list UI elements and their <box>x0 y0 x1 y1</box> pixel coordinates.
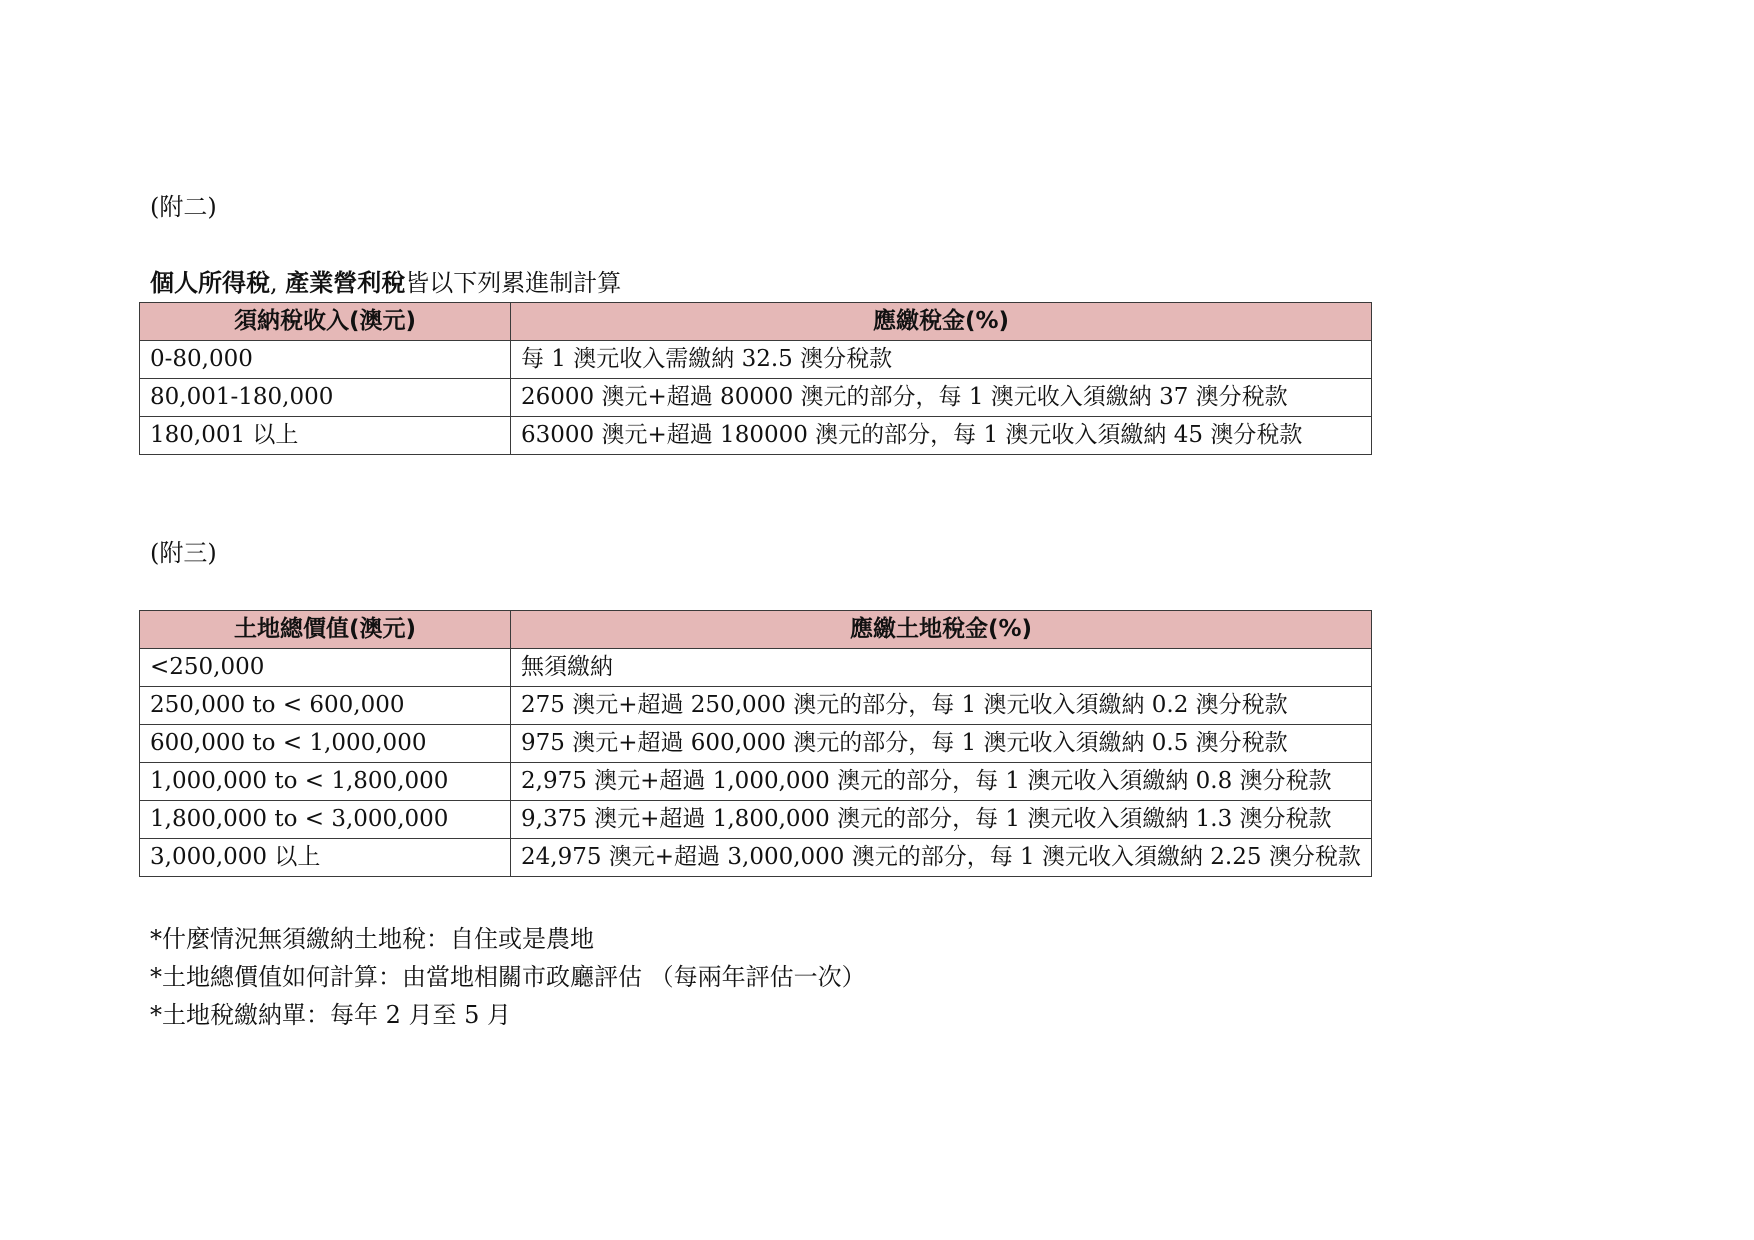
table-row <box>140 687 1372 725</box>
heading-rest: 皆以下列累進制計算 <box>405 269 622 297</box>
table-row <box>140 839 1372 877</box>
land-value-cell: 250,000 to < 600,000 <box>140 687 511 725</box>
appendix-3-label: (附三) <box>150 539 217 567</box>
table-row <box>140 763 1372 801</box>
note-payment-period: *土地稅繳納單：每年 2 月至 5 月 <box>150 1001 512 1029</box>
column-header-tax-payable: 應繳稅金(%) <box>511 303 1372 341</box>
land-value-cell: 3,000,000 以上 <box>140 839 511 877</box>
land-tax-table <box>139 610 1372 877</box>
note-exemption: *什麼情況無須繳納土地稅：自住或是農地 <box>150 925 594 953</box>
land-tax-cell: 975 澳元+超過 600,000 澳元的部分，每 1 澳元收入須繳納 0.5 澳分稅款 <box>511 725 1372 763</box>
land-value-cell: 1,000,000 to < 1,800,000 <box>140 763 511 801</box>
land-value-cell: <250,000 <box>140 649 511 687</box>
table-row <box>140 417 1372 455</box>
notes-list <box>150 920 866 1034</box>
tax-rate-cell: 每 1 澳元收入需繳納 32.5 澳分稅款 <box>511 341 1372 379</box>
income-tax-table <box>139 302 1372 455</box>
table-row <box>140 801 1372 839</box>
tax-rate-cell: 63000 澳元+超過 180000 澳元的部分，每 1 澳元收入須繳納 45 澳分稅款 <box>511 417 1372 455</box>
column-header-land-value: 土地總價值(澳元) <box>140 611 511 649</box>
land-tax-cell: 2,975 澳元+超過 1,000,000 澳元的部分，每 1 澳元收入須繳納 0.8 澳分稅款 <box>511 763 1372 801</box>
land-value-cell: 600,000 to < 1,000,000 <box>140 725 511 763</box>
land-tax-cell: 24,975 澳元+超過 3,000,000 澳元的部分，每 1 澳元收入須繳納 2.25 澳分稅款 <box>511 839 1372 877</box>
land-tax-cell: 無須繳納 <box>511 649 1372 687</box>
land-value-cell: 1,800,000 to < 3,000,000 <box>140 801 511 839</box>
column-header-taxable-income: 須納稅收入(澳元) <box>140 303 511 341</box>
table-header-row <box>140 611 1372 649</box>
land-tax-cell: 275 澳元+超過 250,000 澳元的部分，每 1 澳元收入須繳納 0.2 澳分稅款 <box>511 687 1372 725</box>
tax-rate-cell: 26000 澳元+超過 80000 澳元的部分，每 1 澳元收入須繳納 37 澳分稅款 <box>511 379 1372 417</box>
heading-income-tax: 個人所得稅 <box>150 269 270 297</box>
heading-separator: , <box>270 269 286 297</box>
income-bracket-cell: 0-80,000 <box>140 341 511 379</box>
table-row <box>140 379 1372 417</box>
table-row <box>140 725 1372 763</box>
note-valuation: *土地總價值如何計算：由當地相關市政廳評估 （每兩年評估一次） <box>150 963 866 991</box>
heading-business-tax: 產業營利稅 <box>285 269 406 297</box>
income-tax-heading <box>150 268 621 298</box>
table-row <box>140 649 1372 687</box>
column-header-land-tax: 應繳土地稅金(%) <box>511 611 1372 649</box>
land-tax-cell: 9,375 澳元+超過 1,800,000 澳元的部分，每 1 澳元收入須繳納 1.3 澳分稅款 <box>511 801 1372 839</box>
table-header-row <box>140 303 1372 341</box>
appendix-2-label: (附二) <box>150 193 217 221</box>
income-bracket-cell: 80,001-180,000 <box>140 379 511 417</box>
income-bracket-cell: 180,001 以上 <box>140 417 511 455</box>
table-row <box>140 341 1372 379</box>
